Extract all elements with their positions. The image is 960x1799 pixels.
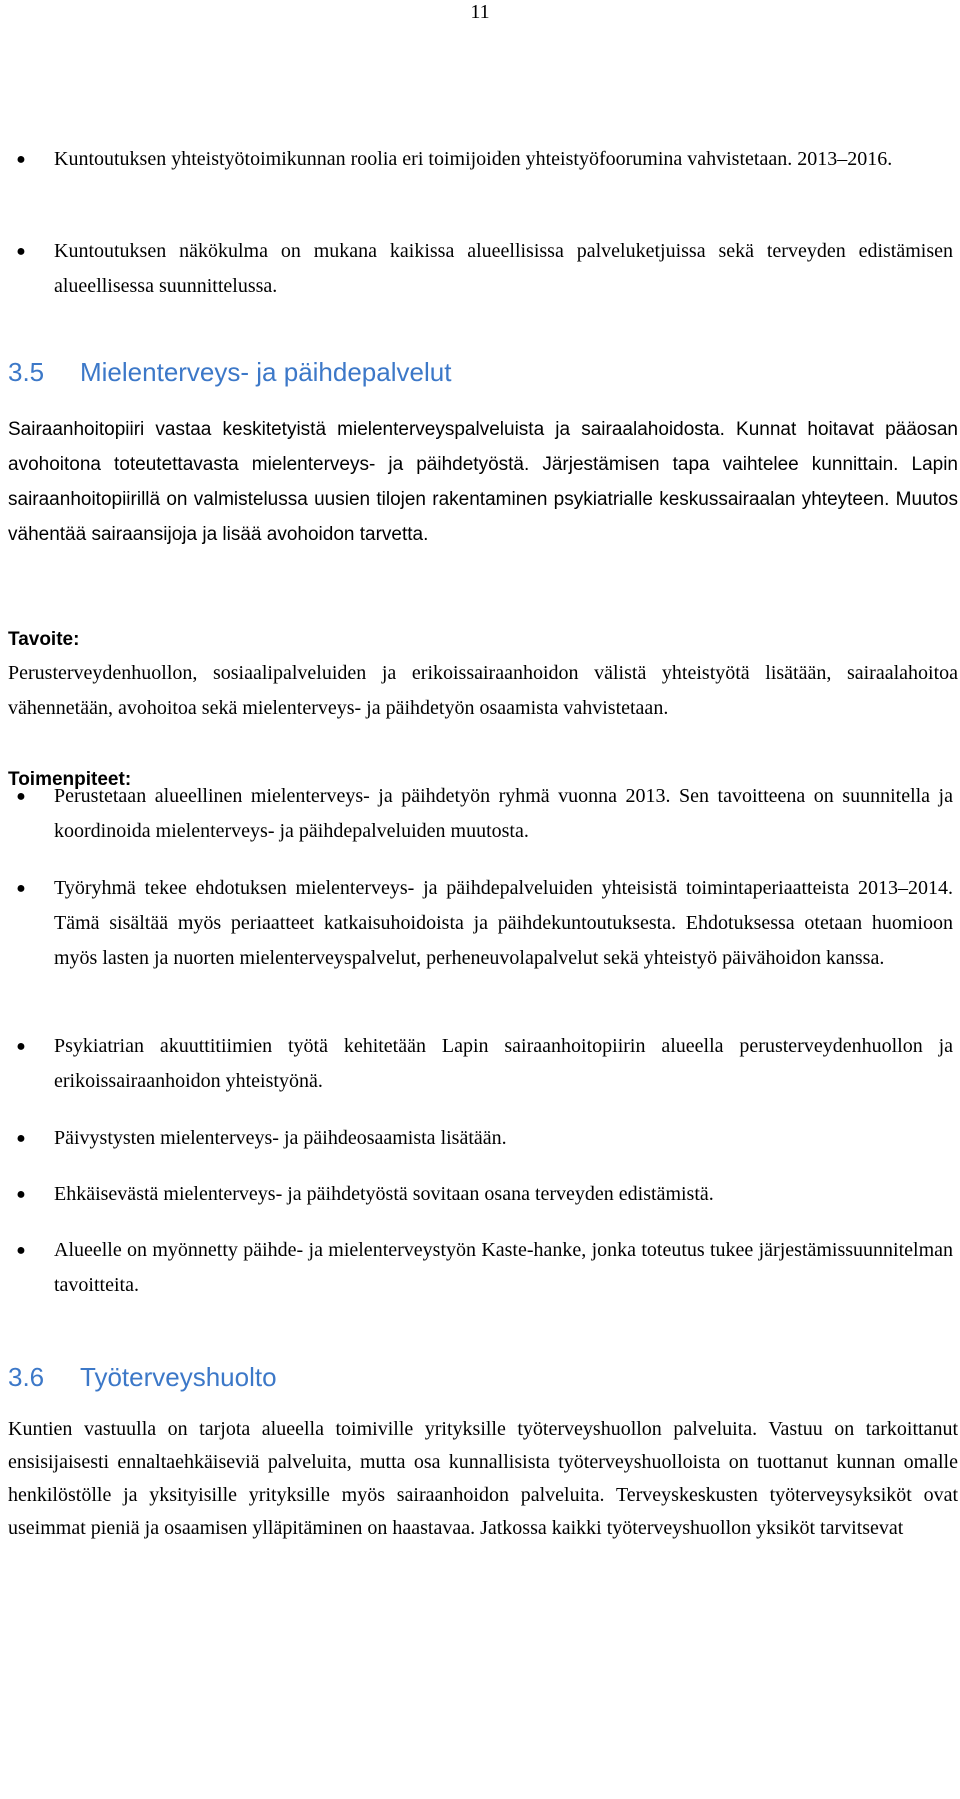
section-paragraph: Kuntien vastuulla on tarjota alueella toimiville yrityksille työterveyshuollon palveluita. Vastuu on tarkoittanut ensisijaisesti ennaltaehkäiseviä palveluita, mutta osa kunnallisista työterveyshuolloista on tuottanut kunnan omalle henkilöstölle ja yksityisille yrityksille myös sairaanhoidon palveluita. Terveyskeskusten työterveysyksiköt ovat useimmat pieniä ja osaamisen ylläpitäminen on haastavaa. Jatkossa kaikki työterveyshuollon yksiköt tarvitsevat — [8, 1418, 958, 1539]
list-item-text: Työryhmä tekee ehdotuksen mielenterveys- ja päihdepalveluiden yhteisistä toimintaperiaatteista 2013–2014. Tämä sisältää myös periaatteet katkaisuhoidoista ja päihdekuntoutuksesta. Ehdotuksessa otetaan huomioon myös lasten ja nuorten mielenterveyspalvelut, perheneuvolapalvelut sekä yhteistyö päivähoidon kanssa. — [54, 877, 953, 969]
bullet-icon: ● — [16, 1242, 26, 1259]
section-number: 3.6 — [8, 1362, 45, 1392]
bullet-icon: ● — [16, 880, 26, 897]
list-item-text: Kuntoutuksen yhteistyötoimikunnan roolia eri toimijoiden yhteistyöfoorumina vahvistetaan. 2013–2016. — [54, 148, 893, 170]
list-item — [11, 234, 951, 304]
list-item-text: Perustetaan alueellinen mielenterveys- ja päihdetyön ryhmä vuonna 2013. Sen tavoitteena on suunnitella ja koordinoida mielenterveys- ja päihdepalveluiden muutosta. — [54, 785, 953, 842]
section-heading — [8, 1362, 277, 1392]
list-item — [11, 1177, 951, 1212]
section-title: Työterveyshuolto — [80, 1362, 277, 1392]
list-item-text: Kuntoutuksen näkökulma on mukana kaikissa alueellisissa palveluketjuissa sekä terveyden edistämisen alueellisessa suunnittelussa. — [54, 240, 953, 297]
section-paragraph: Sairaanhoitopiiri vastaa keskitetyistä mielenterveyspalveluista ja sairaalahoidosta. Kunnat hoitavat pääosan avohoitona toteutettavasta mielenterveys- ja päihdetyöstä. Järjestämisen tapa vaihtelee kunnittain. Lapin sairaanhoitopiirillä on valmistelussa uusien tilojen rakentaminen psykiatrialle keskussairaalan yhteyteen. Muutos vähentää sairaansijoja ja lisää avohoidon tarvetta. — [8, 419, 958, 545]
list-item-text: Alueelle on myönnetty päihde- ja mielenterveystyön Kaste-hanke, jonka toteutus tukee järjestämissuunnitelman tavoitteita. — [54, 1239, 953, 1296]
list-item — [11, 1121, 951, 1156]
list-item-text: Päivystysten mielenterveys- ja päihdeosaamista lisätään. — [54, 1127, 507, 1149]
list-item — [11, 1029, 951, 1099]
bullet-icon: ● — [16, 1130, 26, 1147]
bullet-icon: ● — [16, 1186, 26, 1203]
list-item — [11, 1233, 951, 1303]
list-item — [11, 142, 951, 212]
goal-text: Perusterveydenhuollon, sosiaalipalveluiden ja erikoissairaanhoidon välistä yhteistyötä lisätään, sairaalahoitoa vähennetään, avohoitoa sekä mielenterveys- ja päihdetyön osaamista vahvistetaan. — [8, 662, 958, 719]
bullet-icon: ● — [16, 788, 26, 805]
bullet-icon: ● — [16, 243, 26, 260]
list-item-text: Ehkäisevästä mielenterveys- ja päihdetyöstä sovitaan osana terveyden edistämistä. — [54, 1183, 714, 1205]
list-item-text: Psykiatrian akuuttitiimien työtä kehitetään Lapin sairaanhoitopiirin alueella perusterveydenhuollon ja erikoissairaanhoidon yhteistyönä. — [54, 1035, 953, 1092]
page-number: 11 — [470, 1, 490, 23]
bullet-icon: ● — [16, 1038, 26, 1055]
actions-label: Toimenpiteet: — [8, 769, 132, 790]
list-item — [11, 871, 951, 1011]
section-title: Mielenterveys- ja päihdepalvelut — [80, 357, 452, 387]
list-item — [11, 779, 951, 849]
bullet-icon: ● — [16, 151, 26, 168]
section-number: 3.5 — [8, 357, 45, 387]
section-heading — [8, 357, 451, 387]
goal-label: Tavoite: — [8, 629, 80, 650]
